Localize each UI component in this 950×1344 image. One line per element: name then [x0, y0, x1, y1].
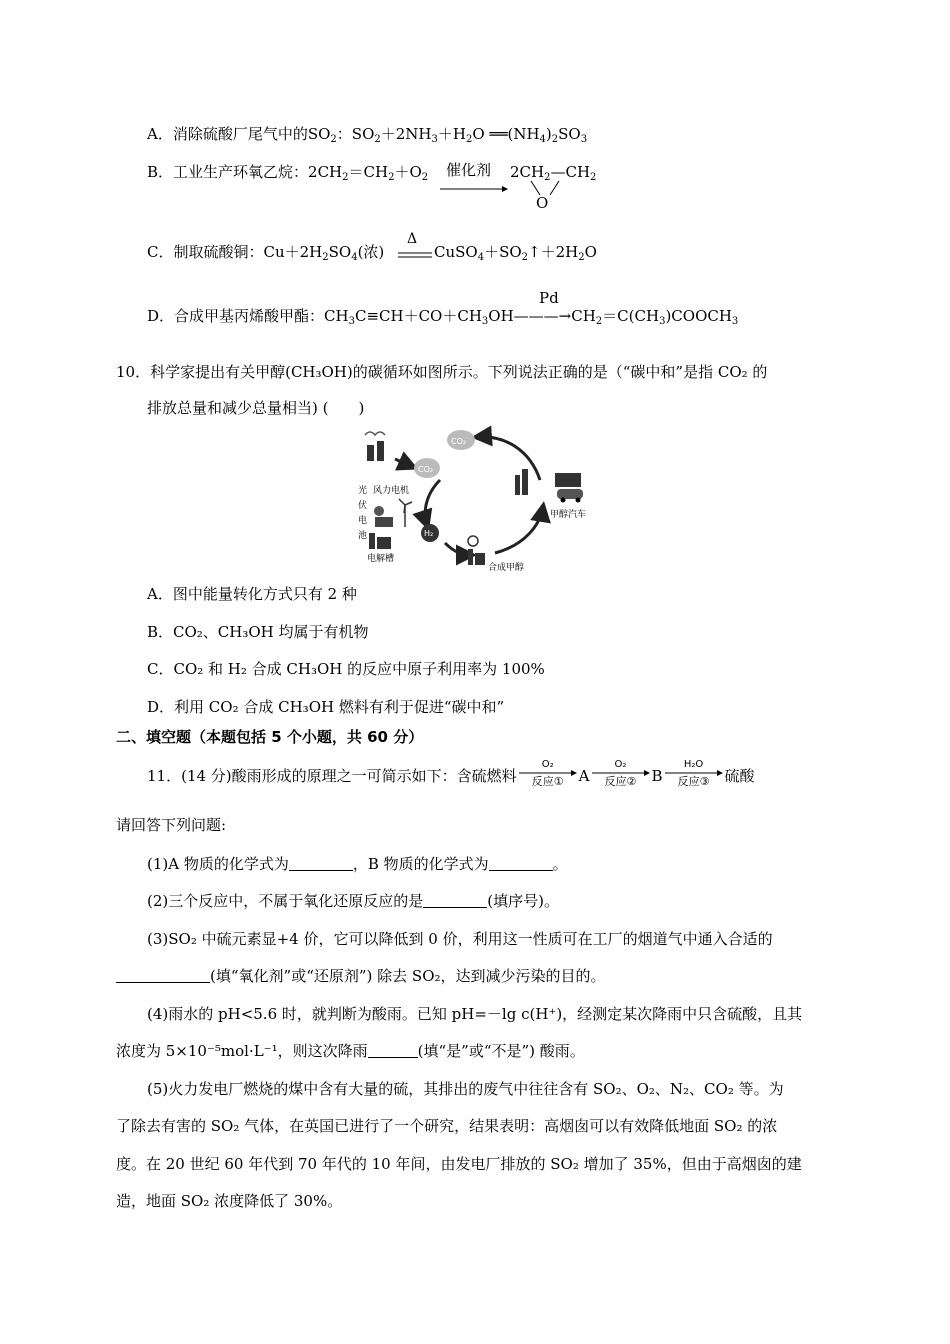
q11-p4-text-b1: 浓度为 5×10⁻⁵mol·L⁻¹，则这次降雨: [116, 1042, 368, 1060]
factory-chimney: [377, 441, 384, 461]
q9-c-label: C．制取硫酸铜：: [147, 243, 264, 261]
factory-icon: [367, 445, 374, 461]
q9-b-arrow: [440, 184, 510, 194]
cycle-arc-bottom: [445, 543, 471, 555]
synth-label: 合成甲醇: [488, 563, 525, 573]
q11-p3-text-b: (填“氧化剂”或“还原剂”) 除去 SO₂，达到减少污染的目的。: [210, 967, 606, 985]
electrolyzer-tank: [377, 537, 391, 549]
reaction-3-reagent: H₂O: [683, 759, 704, 770]
city-icon: [515, 475, 520, 495]
pv-label-4: 池: [358, 531, 368, 541]
cycle-arc-left: [425, 480, 440, 525]
q11-part-1: [147, 854, 568, 874]
q11-p1-text-c: 。: [552, 855, 568, 873]
methanol-plant-building: [475, 553, 485, 565]
q9-b-catalyst: 催化剂: [446, 161, 492, 179]
reaction-1-reagent: O₂: [541, 759, 554, 770]
q9-option-b: B．工业生产环氧乙烷：$2CH_2=CH_2+O_2$: [147, 163, 429, 183]
q9-a-label: A．消除硫酸厂尾气中的: [147, 125, 308, 143]
q11-p4-text-b2: (填“是”或“不是”) 酸雨。: [417, 1042, 585, 1060]
reaction-1-arrow: [519, 759, 577, 795]
truck-icon: [555, 473, 581, 487]
q9-c-products: $CuSO_4+SO_2↑+2H_2O$: [434, 243, 597, 263]
h2-label: H₂: [424, 529, 434, 538]
cycle-arc-right: [495, 507, 543, 553]
q10-option-c: C．CO₂ 和 H₂ 合成 CH₃OH 的反应中原子利用率为 100%: [147, 660, 545, 678]
q9-c-heat: Δ: [407, 231, 418, 247]
city-building: [522, 469, 528, 495]
sun-icon: [374, 506, 384, 516]
pv-label-2: 伏: [358, 501, 368, 511]
pv-label-3: 电: [358, 516, 368, 526]
answer-blank-acid-rain[interactable]: [368, 1043, 418, 1058]
q10-option-a: A．图中能量转化方式只有 2 种: [147, 585, 357, 603]
electrolyzer-label: 电解槽: [367, 554, 395, 564]
smoke-icon: [365, 432, 385, 435]
q11-part-3-line2: [116, 966, 606, 986]
q11-part-5-line3: 度。在 20 世纪 60 年代到 70 年代的 10 年间，由发电厂排放的 SO₂ 增加了 35%，但由于高烟囱的建: [116, 1155, 802, 1173]
q10-option-b: B．CO₂、CH₃OH 均属于有机物: [147, 623, 369, 641]
reaction-3-arrow: [665, 759, 723, 795]
recycle-icon: [468, 536, 478, 546]
answer-blank-reaction[interactable]: [423, 893, 487, 908]
q10-stem-line1: 10．科学家提出有关甲醇(CH₃OH)的碳循环如图所示。下列说法正确的是（“碳中和”是指 CO₂ 的: [116, 363, 768, 381]
q9-d-label: D．合成甲基丙烯酸甲酯：: [147, 307, 325, 325]
answer-blank-agent[interactable]: [116, 968, 210, 983]
q11-part-5-line2: 了除去有害的 SO₂ 气体，在英国已进行了一个研究，结果表明：高烟囱可以有效降低地面 SO₂ 的浓: [116, 1117, 778, 1135]
reaction-2-label: 反应②: [604, 775, 637, 788]
q11-part-3-line1: (3)SO₂ 中硫元素显+4 价，它可以降低到 0 价，利用这一性质可在工厂的烟道气中通入合适的: [147, 930, 773, 948]
q9-d-pd: Pd: [539, 289, 559, 307]
q11-p1-text-b: ，B 物质的化学式为: [352, 855, 489, 873]
q11-p2-text-b: (填序号)。: [487, 892, 559, 910]
reaction-1-label: 反应①: [531, 775, 564, 788]
q11-part-4-line1: (4)雨水的 pH<5.6 时，就判断为酸雨。已知 pH=－lg c(H⁺)，经测定某次降雨中只含硫酸，且其: [147, 1005, 803, 1023]
q9-b-product: $2CH_2—CH_2$: [510, 163, 597, 183]
substance-b: B: [651, 767, 663, 785]
methanol-plant-icon: [468, 549, 473, 565]
q11-ask: 请回答下列问题:: [116, 816, 227, 834]
car-label: 甲醇汽车: [550, 510, 587, 520]
electrolyzer-icon: [369, 533, 375, 549]
q9-option-d: D．合成甲基丙烯酸甲酯：$CH_3C\equiv CH+CO+CH_3OH———\to CH_2=C(CH_3)COOCH_3$: [147, 307, 739, 327]
co2-top-label: CO₂: [451, 437, 467, 446]
wind-label: 风力电机: [373, 486, 410, 496]
reaction-2-arrow: [592, 759, 650, 795]
q10-option-d: D．利用 CO₂ 合成 CH₃OH 燃料有利于促进“碳中和”: [147, 698, 505, 716]
answer-blank-a[interactable]: [289, 856, 353, 871]
answer-blank-b[interactable]: [489, 856, 553, 871]
q9-option-c: C．制取硫酸铜：$Cu+2H_2SO_4$(浓): [147, 243, 385, 263]
carbon-cycle-diagram: [355, 425, 605, 575]
q9-c-equals: [398, 252, 432, 260]
cycle-arc-top: [477, 437, 540, 480]
section-2-heading: 二、填空题（本题包括 5 个小题，共 60 分）: [116, 728, 424, 746]
q10-stem-line2: 排放总量和减少总量相当) ( ): [147, 399, 365, 417]
q11-p2-text-a: (2)三个反应中，不属于氧化还原反应的是: [147, 892, 424, 910]
reaction-3-label: 反应③: [677, 775, 710, 788]
pv-label-1: 光: [358, 486, 368, 496]
q11-stem: [147, 756, 755, 796]
car-icon: [557, 489, 583, 499]
q9-b-label: B．工业生产环氧乙烷：: [147, 163, 309, 181]
q11-part-5-line1: (5)火力发电厂燃烧的煤中含有大量的硫，其排出的废气中往往含有 SO₂、O₂、N₂、CO₂ 等。为: [147, 1080, 784, 1098]
co2-left-label: CO₂: [418, 465, 434, 474]
q9-b-oxygen: O: [536, 194, 549, 212]
car-wheel: [576, 498, 581, 503]
solar-panel-icon: [375, 517, 393, 527]
q11-part-2: [147, 891, 559, 911]
q11-part-5-line4: 造，地面 SO₂ 浓度降低了 30%。: [116, 1192, 343, 1210]
product-sulfuric-acid: 硫酸: [724, 767, 755, 785]
arrow-factory-to-co2: [395, 459, 413, 467]
q11-part-4-line2: [116, 1041, 585, 1061]
car-wheel: [561, 498, 566, 503]
substance-a: A: [578, 767, 590, 785]
q9-option-a: A．消除硫酸厂尾气中的$SO_2$：$SO_2+2NH_3+H_2O$ $══(NH_4)_2SO_3$: [147, 125, 588, 145]
q11-stem-text: 11．(14 分)酸雨形成的原理之一可简示如下：含硫燃料: [147, 767, 517, 785]
reaction-2-reagent: O₂: [614, 759, 627, 770]
q11-p1-text-a: (1)A 物质的化学式为: [147, 855, 289, 873]
